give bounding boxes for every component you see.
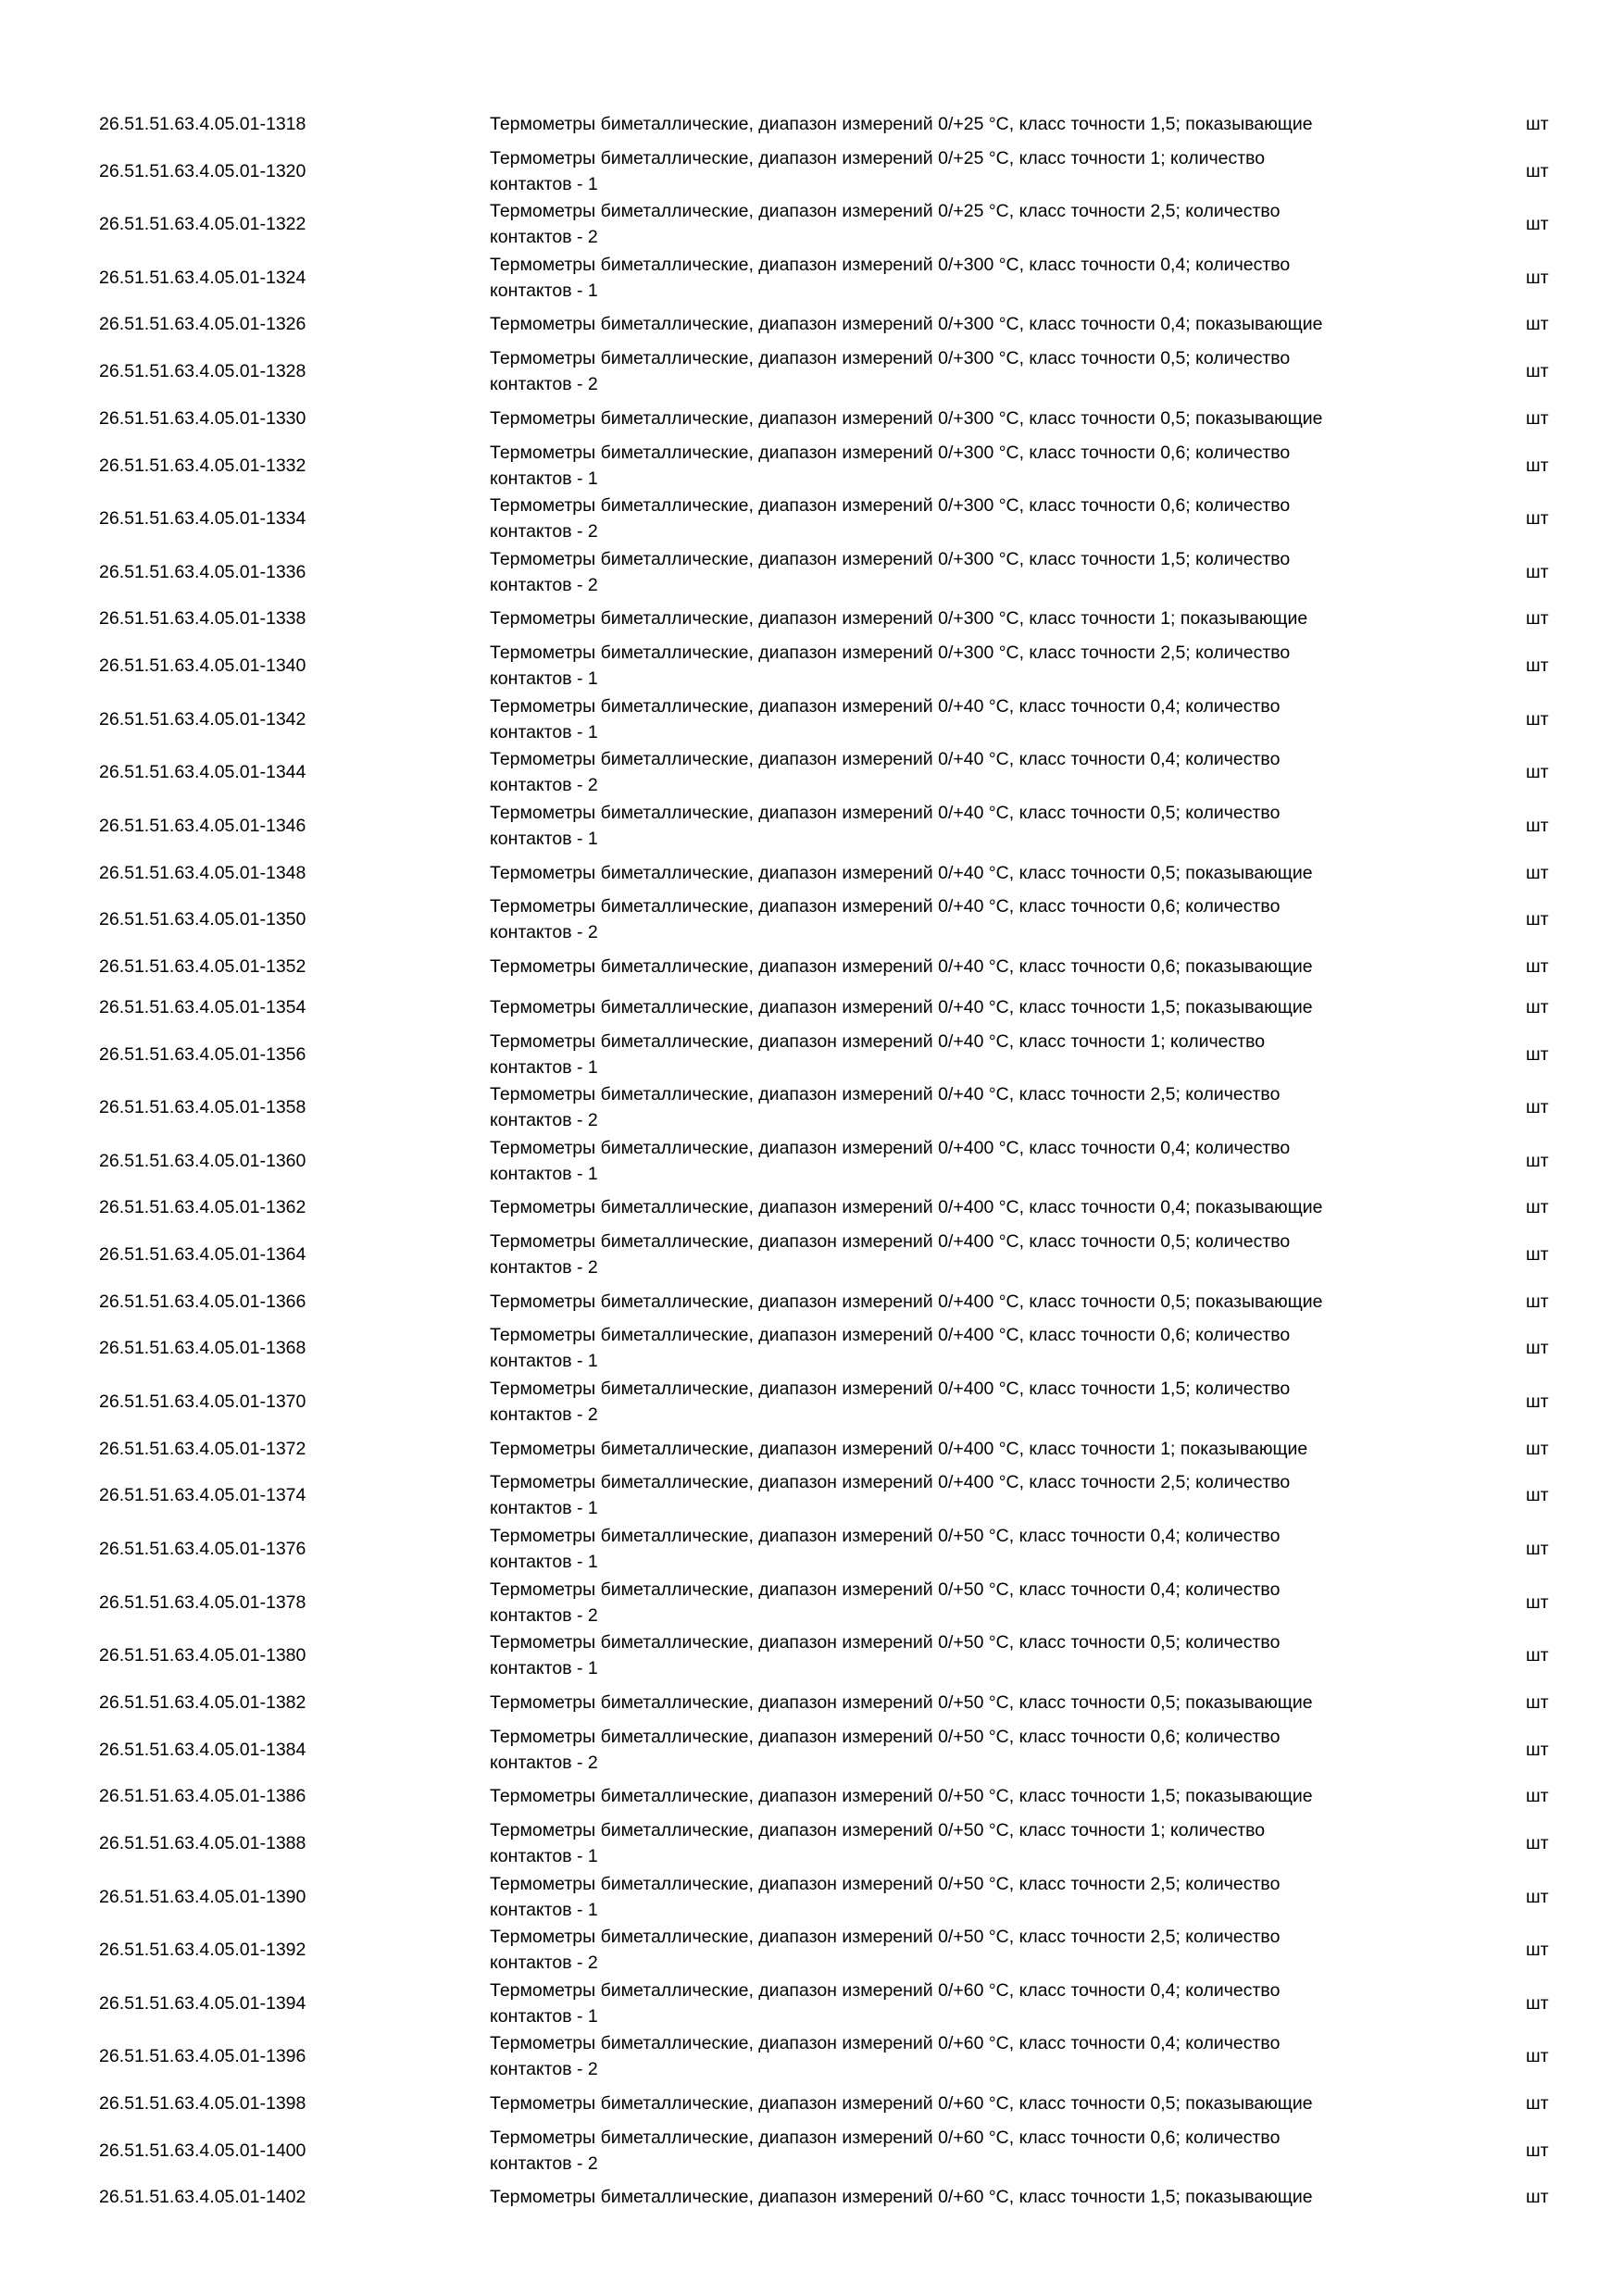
table-row: [0, 1187, 1624, 1228]
item-description-line: Термометры биметаллические, диапазон измерений 0/+300 °С, класс точности 0,5; показывающие: [490, 407, 1323, 429]
item-description: [490, 954, 1425, 980]
item-code: 26.51.51.63.4.05.01-1330: [99, 407, 306, 429]
item-description-line: Термометры биметаллические, диапазон измерений 0/+60 °С, класс точности 1,5; показывающие: [490, 2187, 1313, 2208]
table-row: [0, 946, 1624, 987]
table-row: [0, 1576, 1624, 1629]
item-description-line: контактов - 1: [490, 1056, 598, 1078]
item-unit: шт: [1526, 1197, 1549, 1218]
item-description-line: контактов - 2: [490, 1752, 598, 1773]
item-description-line: контактов - 1: [490, 173, 598, 194]
item-unit: шт: [1526, 1244, 1549, 1266]
item-code: 26.51.51.63.4.05.01-1376: [99, 1539, 306, 1560]
table-row: [0, 1281, 1624, 1322]
table-row: [0, 439, 1624, 493]
item-description-line: Термометры биметаллические, диапазон измерений 0/+40 °С, класс точности 1; количество: [490, 1030, 1266, 1052]
item-description-line: Термометры биметаллические, диапазон измерений 0/+40 °С, класс точности 0,5; количество: [490, 802, 1280, 823]
item-code: 26.51.51.63.4.05.01-1390: [99, 1886, 306, 1907]
table-row: [0, 251, 1624, 305]
table-row: [0, 1682, 1624, 1723]
item-unit: шт: [1526, 1150, 1549, 1171]
item-description: [490, 1322, 1425, 1374]
item-description: [490, 1376, 1425, 1428]
item-description: [490, 1724, 1425, 1776]
table-row: [0, 1228, 1624, 1281]
item-code: 26.51.51.63.4.05.01-1364: [99, 1244, 306, 1266]
item-description: [490, 1690, 1425, 1716]
table-row: [0, 1977, 1624, 2030]
item-unit: шт: [1526, 1886, 1549, 1907]
item-unit: шт: [1526, 1338, 1549, 1359]
item-description-line: Термометры биметаллические, диапазон измерений 0/+50 °С, класс точности 2,5; количество: [490, 1927, 1280, 1948]
table-row: [0, 398, 1624, 439]
item-description: [490, 1289, 1425, 1315]
item-description-line: Термометры биметаллические, диапазон измерений 0/+40 °С, класс точности 0,5; показывающие: [490, 862, 1313, 883]
item-code: 26.51.51.63.4.05.01-1394: [99, 1992, 306, 2014]
table-row: [0, 1628, 1624, 1682]
table-row: [0, 1923, 1624, 1977]
item-code: 26.51.51.63.4.05.01-1336: [99, 561, 306, 582]
item-description-line: Термометры биметаллические, диапазон измерений 0/+300 °С, класс точности 0,4; показывающие: [490, 314, 1323, 335]
table-row: [0, 545, 1624, 599]
item-description: [490, 2090, 1425, 2116]
table-row: [0, 1080, 1624, 1134]
item-code: 26.51.51.63.4.05.01-1354: [99, 996, 306, 1017]
table-row: [0, 746, 1624, 800]
item-description-line: контактов - 2: [490, 1404, 598, 1426]
item-description-line: Термометры биметаллические, диапазон измерений 0/+400 °С, класс точности 2,5; количество: [490, 1472, 1291, 1493]
item-description-line: контактов - 1: [490, 1351, 598, 1372]
item-description-line: Термометры биметаллические, диапазон измерений 0/+300 °С, класс точности 1; показывающие: [490, 608, 1308, 630]
item-description: [490, 2184, 1425, 2210]
item-code: 26.51.51.63.4.05.01-1366: [99, 1291, 306, 1312]
item-description-line: Термометры биметаллические, диапазон измерений 0/+50 °С, класс точности 0,4; количество: [490, 1578, 1280, 1600]
table-row: [0, 197, 1624, 251]
item-unit: шт: [1526, 608, 1549, 630]
item-code: 26.51.51.63.4.05.01-1380: [99, 1645, 306, 1666]
item-unit: шт: [1526, 1391, 1549, 1413]
item-unit: шт: [1526, 267, 1549, 288]
item-description-line: Термометры биметаллические, диапазон измерений 0/+300 °С, класс точности 0,6; количество: [490, 495, 1291, 517]
item-description-line: контактов - 1: [490, 1498, 598, 1519]
item-description-line: контактов - 2: [490, 775, 598, 796]
item-description-line: Термометры биметаллические, диапазон измерений 0/+50 °С, класс точности 0,5; показывающие: [490, 1691, 1313, 1713]
table-row: [0, 799, 1624, 853]
item-description-line: контактов - 2: [490, 1953, 598, 1974]
item-description-line: контактов - 1: [490, 280, 598, 301]
item-description-line: контактов - 2: [490, 2059, 598, 2080]
item-code: 26.51.51.63.4.05.01-1324: [99, 267, 306, 288]
item-unit: шт: [1526, 407, 1549, 429]
item-description: [490, 440, 1425, 492]
item-code: 26.51.51.63.4.05.01-1368: [99, 1338, 306, 1359]
item-description-line: Термометры биметаллические, диапазон измерений 0/+60 °С, класс точности 0,4; количество: [490, 2033, 1280, 2054]
item-unit: шт: [1526, 314, 1549, 335]
item-description-line: Термометры биметаллические, диапазон измерений 0/+25 °С, класс точности 1; количество: [490, 147, 1266, 168]
item-description-line: Термометры биметаллические, диапазон измерений 0/+50 °С, класс точности 1; количество: [490, 1820, 1266, 1841]
item-code: 26.51.51.63.4.05.01-1362: [99, 1197, 306, 1218]
table-row: [0, 344, 1624, 398]
item-code: 26.51.51.63.4.05.01-1332: [99, 455, 306, 476]
item-description: [490, 1817, 1425, 1869]
item-unit: шт: [1526, 1940, 1549, 1961]
item-unit: шт: [1526, 2187, 1549, 2208]
table-row: [0, 987, 1624, 1028]
item-description-line: контактов - 2: [490, 922, 598, 943]
item-code: 26.51.51.63.4.05.01-1344: [99, 762, 306, 783]
item-description: [490, 860, 1425, 886]
item-description: [490, 406, 1425, 431]
item-description-line: Термометры биметаллические, диапазон измерений 0/+300 °С, класс точности 0,6; количество: [490, 442, 1291, 463]
item-description-line: контактов - 2: [490, 1604, 598, 1626]
item-unit: шт: [1526, 1291, 1549, 1312]
item-description-line: Термометры биметаллические, диапазон измерений 0/+400 °С, класс точности 1; показывающие: [490, 1438, 1308, 1459]
item-description-line: Термометры биметаллические, диапазон измерений 0/+300 °С, класс точности 0,4; количество: [490, 254, 1291, 275]
item-code: 26.51.51.63.4.05.01-1346: [99, 815, 306, 836]
item-description: [490, 311, 1425, 337]
item-unit: шт: [1526, 708, 1549, 730]
table-row: [0, 1522, 1624, 1576]
item-unit: шт: [1526, 1097, 1549, 1118]
table-row: [0, 1375, 1624, 1429]
item-description: [490, 640, 1425, 692]
table-row: [0, 2083, 1624, 2124]
item-code: 26.51.51.63.4.05.01-1374: [99, 1485, 306, 1506]
item-description: [490, 693, 1425, 745]
item-description: [490, 1029, 1425, 1080]
item-description-line: Термометры биметаллические, диапазон измерений 0/+400 °С, класс точности 0,5; показывающие: [490, 1291, 1323, 1312]
item-description-line: контактов - 1: [490, 468, 598, 489]
item-description-line: контактов - 2: [490, 1110, 598, 1131]
item-description-line: Термометры биметаллические, диапазон измерений 0/+60 °С, класс точности 0,5; показывающие: [490, 2093, 1313, 2115]
item-description-line: Термометры биметаллические, диапазон измерений 0/+25 °С, класс точности 2,5; количество: [490, 201, 1280, 222]
item-description: [490, 493, 1425, 544]
item-code: 26.51.51.63.4.05.01-1382: [99, 1691, 306, 1713]
item-description: [490, 2125, 1425, 2177]
item-unit: шт: [1526, 1786, 1549, 1807]
item-description-line: Термометры биметаллические, диапазон измерений 0/+50 °С, класс точности 0,4; количество: [490, 1526, 1280, 1547]
item-description-line: контактов - 1: [490, 1552, 598, 1573]
item-code: 26.51.51.63.4.05.01-1356: [99, 1043, 306, 1065]
item-description: [490, 145, 1425, 197]
item-code: 26.51.51.63.4.05.01-1348: [99, 862, 306, 883]
item-description-line: контактов - 1: [490, 1163, 598, 1184]
table-row: [0, 305, 1624, 345]
item-code: 26.51.51.63.4.05.01-1358: [99, 1097, 306, 1118]
item-unit: шт: [1526, 2046, 1549, 2067]
item-description: [490, 252, 1425, 304]
item-unit: шт: [1526, 862, 1549, 883]
item-description-line: Термометры биметаллические, диапазон измерений 0/+400 °С, класс точности 0,5; количество: [490, 1231, 1291, 1253]
item-description-line: Термометры биметаллические, диапазон измерений 0/+50 °С, класс точности 2,5; количество: [490, 1873, 1280, 1894]
item-description: [490, 345, 1425, 397]
item-description-line: Термометры биметаллические, диапазон измерений 0/+50 °С, класс точности 1,5; показывающие: [490, 1786, 1313, 1807]
table-row: [0, 2030, 1624, 2084]
item-unit: шт: [1526, 1591, 1549, 1613]
item-unit: шт: [1526, 1485, 1549, 1506]
item-unit: шт: [1526, 2093, 1549, 2115]
item-description: [490, 1523, 1425, 1575]
item-unit: шт: [1526, 1645, 1549, 1666]
table-row: [0, 599, 1624, 640]
table-row: [0, 853, 1624, 893]
item-description-line: контактов - 1: [490, 1899, 598, 1920]
item-code: 26.51.51.63.4.05.01-1334: [99, 508, 306, 530]
item-unit: шт: [1526, 1739, 1549, 1760]
item-code: 26.51.51.63.4.05.01-1342: [99, 708, 306, 730]
table-row: [0, 1776, 1624, 1816]
item-description-line: Термометры биметаллические, диапазон измерений 0/+50 °С, класс точности 0,6; количество: [490, 1726, 1280, 1747]
item-unit: шт: [1526, 762, 1549, 783]
item-description: [490, 1469, 1425, 1521]
table-row: [0, 1134, 1624, 1188]
item-description-line: контактов - 1: [490, 721, 598, 742]
table-row: [0, 492, 1624, 545]
item-unit: шт: [1526, 113, 1549, 134]
item-unit: шт: [1526, 1539, 1549, 1560]
item-description-line: Термометры биметаллические, диапазон измерений 0/+300 °С, класс точности 1,5; количество: [490, 548, 1291, 569]
table-row: [0, 2124, 1624, 2177]
item-description-line: Термометры биметаллические, диапазон измерений 0/+60 °С, класс точности 0,4; количество: [490, 1979, 1280, 2001]
item-code: 26.51.51.63.4.05.01-1370: [99, 1391, 306, 1413]
item-description: [490, 893, 1425, 945]
item-description: [490, 1229, 1425, 1280]
item-description: [490, 1081, 1425, 1133]
item-unit: шт: [1526, 1438, 1549, 1459]
item-description-line: Термометры биметаллические, диапазон измерений 0/+400 °С, класс точности 0,4; показывающие: [490, 1197, 1323, 1218]
item-unit: шт: [1526, 956, 1549, 977]
table-row: [0, 104, 1624, 144]
item-description: [490, 546, 1425, 598]
item-description: [490, 1783, 1425, 1809]
item-description-line: Термометры биметаллические, диапазон измерений 0/+300 °С, класс точности 0,5; количество: [490, 348, 1291, 369]
table-row: [0, 1723, 1624, 1777]
item-description-line: Термометры биметаллические, диапазон измерений 0/+40 °С, класс точности 1,5; показывающие: [490, 996, 1313, 1017]
table-row: [0, 1429, 1624, 1469]
item-code: 26.51.51.63.4.05.01-1400: [99, 2140, 306, 2161]
item-description-line: Термометры биметаллические, диапазон измерений 0/+40 °С, класс точности 0,6; показывающие: [490, 956, 1313, 977]
item-description-line: Термометры биметаллические, диапазон измерений 0/+25 °С, класс точности 1,5; показывающие: [490, 113, 1313, 134]
item-unit: шт: [1526, 508, 1549, 530]
item-code: 26.51.51.63.4.05.01-1318: [99, 113, 306, 134]
item-description: [490, 800, 1425, 852]
item-description-line: контактов - 1: [490, 668, 598, 690]
item-description: [490, 605, 1425, 631]
item-code: 26.51.51.63.4.05.01-1352: [99, 956, 306, 977]
item-description-line: Термометры биметаллические, диапазон измерений 0/+50 °С, класс точности 0,5; количество: [490, 1632, 1280, 1653]
item-description: [490, 1629, 1425, 1681]
item-description: [490, 198, 1425, 250]
item-code: 26.51.51.63.4.05.01-1378: [99, 1591, 306, 1613]
item-description-line: Термометры биметаллические, диапазон измерений 0/+400 °С, класс точности 0,4; количество: [490, 1137, 1291, 1158]
item-unit: шт: [1526, 214, 1549, 235]
item-unit: шт: [1526, 909, 1549, 930]
table-row: [0, 893, 1624, 947]
table-row: [0, 639, 1624, 693]
item-unit: шт: [1526, 655, 1549, 677]
item-description: [490, 1135, 1425, 1187]
item-code: 26.51.51.63.4.05.01-1350: [99, 909, 306, 930]
item-description: [490, 1924, 1425, 1976]
item-unit: шт: [1526, 1992, 1549, 2014]
item-code: 26.51.51.63.4.05.01-1338: [99, 608, 306, 630]
item-description-line: контактов - 1: [490, 1846, 598, 1867]
item-description-line: Термометры биметаллические, диапазон измерений 0/+40 °С, класс точности 0,4; количество: [490, 749, 1280, 770]
item-code: 26.51.51.63.4.05.01-1398: [99, 2093, 306, 2115]
item-unit: шт: [1526, 996, 1549, 1017]
item-description: [490, 1577, 1425, 1628]
item-description-line: контактов - 2: [490, 1257, 598, 1279]
item-unit: шт: [1526, 361, 1549, 382]
item-unit: шт: [1526, 1043, 1549, 1065]
item-description-line: Термометры биметаллические, диапазон измерений 0/+60 °С, класс точности 0,6; количество: [490, 2127, 1280, 2148]
item-description-line: контактов - 2: [490, 521, 598, 543]
item-description-line: контактов - 2: [490, 574, 598, 595]
item-unit: шт: [1526, 815, 1549, 836]
table-row: [0, 2177, 1624, 2218]
table-row: [0, 693, 1624, 746]
table-row: [0, 1028, 1624, 1081]
table-row: [0, 1322, 1624, 1376]
table-row: [0, 1816, 1624, 1870]
item-code: 26.51.51.63.4.05.01-1328: [99, 361, 306, 382]
item-code: 26.51.51.63.4.05.01-1386: [99, 1786, 306, 1807]
item-code: 26.51.51.63.4.05.01-1340: [99, 655, 306, 677]
item-description: [490, 1436, 1425, 1462]
table-row: [0, 144, 1624, 198]
item-description: [490, 1194, 1425, 1220]
item-description-line: Термометры биметаллические, диапазон измерений 0/+40 °С, класс точности 2,5; количество: [490, 1084, 1280, 1105]
item-code: 26.51.51.63.4.05.01-1388: [99, 1833, 306, 1854]
item-unit: шт: [1526, 455, 1549, 476]
item-code: 26.51.51.63.4.05.01-1396: [99, 2046, 306, 2067]
item-code: 26.51.51.63.4.05.01-1372: [99, 1438, 306, 1459]
item-description-line: Термометры биметаллические, диапазон измерений 0/+300 °С, класс точности 2,5; количество: [490, 643, 1291, 664]
item-code: 26.51.51.63.4.05.01-1384: [99, 1739, 306, 1760]
item-description-line: контактов - 1: [490, 2005, 598, 2027]
item-unit: шт: [1526, 160, 1549, 181]
item-code: 26.51.51.63.4.05.01-1326: [99, 314, 306, 335]
item-code: 26.51.51.63.4.05.01-1392: [99, 1940, 306, 1961]
item-description-line: контактов - 1: [490, 828, 598, 849]
item-description-line: контактов - 2: [490, 227, 598, 248]
item-description: [490, 111, 1425, 137]
item-description-line: Термометры биметаллические, диапазон измерений 0/+40 °С, класс точности 0,4; количество: [490, 695, 1280, 717]
item-description: [490, 994, 1425, 1020]
table-row: [0, 1870, 1624, 1924]
item-description-line: Термометры биметаллические, диапазон измерений 0/+40 °С, класс точности 0,6; количество: [490, 896, 1280, 917]
item-description: [490, 1871, 1425, 1923]
item-code: 26.51.51.63.4.05.01-1322: [99, 214, 306, 235]
item-code: 26.51.51.63.4.05.01-1402: [99, 2187, 306, 2208]
item-description-line: Термометры биметаллические, диапазон измерений 0/+400 °С, класс точности 1,5; количество: [490, 1379, 1291, 1400]
item-unit: шт: [1526, 561, 1549, 582]
item-description: [490, 2030, 1425, 2082]
item-description: [490, 1978, 1425, 2029]
item-description-line: контактов - 2: [490, 2152, 598, 2174]
table-row: [0, 1469, 1624, 1523]
item-description-line: Термометры биметаллические, диапазон измерений 0/+400 °С, класс точности 0,6; количество: [490, 1325, 1291, 1346]
item-code: 26.51.51.63.4.05.01-1320: [99, 160, 306, 181]
item-description-line: контактов - 2: [490, 374, 598, 395]
item-unit: шт: [1526, 1833, 1549, 1854]
price-table: [0, 104, 1624, 2217]
item-unit: шт: [1526, 2140, 1549, 2161]
item-description-line: контактов - 1: [490, 1658, 598, 1679]
item-description: [490, 746, 1425, 798]
item-unit: шт: [1526, 1691, 1549, 1713]
item-code: 26.51.51.63.4.05.01-1360: [99, 1150, 306, 1171]
